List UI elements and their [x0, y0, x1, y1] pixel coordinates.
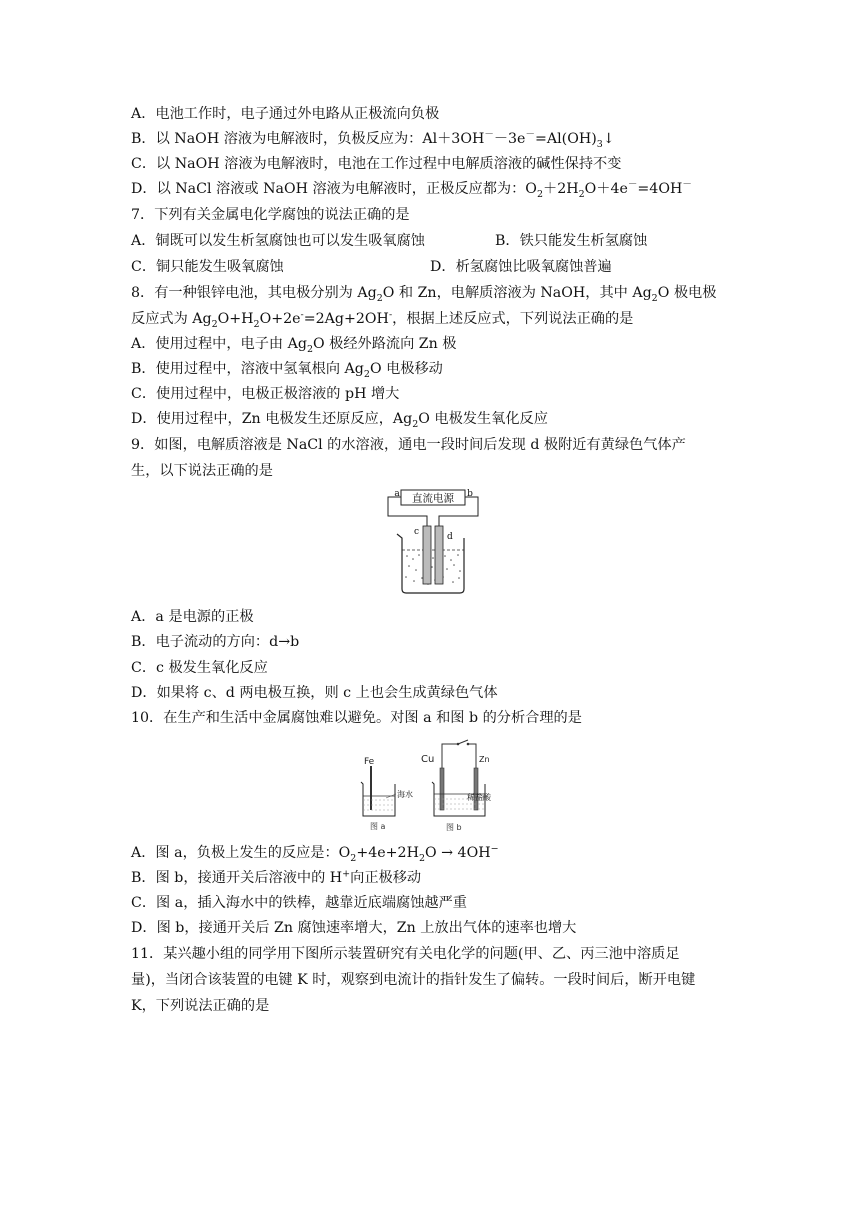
switch [458, 740, 468, 744]
q10-stem: 10．在生产和生活中金属腐蚀难以避免。对图 a 和图 b 的分析合理的是 [131, 710, 582, 726]
electrode-d-label: d [447, 532, 453, 542]
q6-option-a: A．电池工作时，电子通过外电路从正极流向负极 [131, 106, 440, 122]
q10-option-b: B．图 b，接通开关后溶液中的 H+向正极移动 [131, 868, 422, 886]
q8-stem-line2: 反应式为 $Ag_2O+H_2O+2e^-=2Ag+2OH^-$，根据上述反应式，下列说法正确的是 [131, 309, 634, 330]
wire-cu [442, 744, 458, 768]
wire-zn [468, 744, 476, 768]
q11-stem-line1: 11．某兴趣小组的同学用下图所示装置研究有关电化学的问题(甲、乙、丙三池中溶质足 [131, 946, 680, 962]
q9-option-b: B．电子流动的方向：d→b [131, 634, 300, 650]
q10-option-c: C．图 a，插入海水中的铁棒，越靠近底端腐蚀越严重 [131, 895, 467, 911]
q6-option-b: B．以 NaOH 溶液为电解液时，负极反应为：$Al+3OH^--3e^-=Al(OH)_3↓$ [131, 129, 615, 150]
q8-stem-line1: 8．有一种银锌电池，其电极分别为 $Ag_2O$ 和 Zn，电解质溶液为 NaOH，其中 $Ag_2O$ 极电极 [131, 285, 717, 304]
zinc-rod [474, 768, 478, 810]
q9-option-c: C．c 极发生氧化反应 [131, 660, 268, 676]
electrode-c-label: c [414, 527, 420, 537]
power-supply-label: 直流电源 [412, 492, 454, 505]
q10-option-d: D．图 b，接通开关后 Zn 腐蚀速率增大，Zn 上放出气体的速率也增大 [131, 920, 577, 936]
q7-option-a: A．铜既可以发生析氢腐蚀也可以发生吸氧腐蚀 [131, 233, 425, 249]
q8-option-c: C．使用过程中，电极正极溶液的 pH 增大 [131, 386, 400, 402]
hcl-label: 稀盐酸 [467, 793, 491, 802]
q11-stem-line3: K，下列说法正确的是 [131, 998, 270, 1014]
q9-stem-line1: 9．如图，电解质溶液是 NaCl 的水溶液，通电一段时间后发现 d 极附近有黄绿色气体产 [131, 437, 686, 453]
terminal-b-label: b [467, 489, 473, 499]
q10-option-a: A．图 a，负极上发生的反应是：$O_2+4e+2H_2O \to 4OH^-$ [131, 843, 499, 864]
q7-stem: 7．下列有关金属电化学腐蚀的说法正确的是 [131, 207, 410, 223]
q6-option-d: D．以 NaCl 溶液或 NaOH 溶液为电解液时，正极反应都为：$O_2+2H_2O+4e^-=4OH^-$ [131, 179, 692, 200]
q7-option-c: C．铜只能发生吸氧腐蚀 [131, 259, 284, 275]
copper-rod [440, 768, 444, 810]
q11-stem-line2: 量)，当闭合该装置的电键 K 时，观察到电流计的指针发生了偏转。一段时间后，断开电键 [131, 972, 696, 988]
q7-option-d: D．析氢腐蚀比吸氧腐蚀普遍 [430, 259, 612, 275]
figure-b-caption: 图 b [446, 823, 462, 832]
terminal-a-label: a [394, 489, 400, 499]
electrode-c [423, 526, 431, 584]
solution-area [402, 550, 464, 588]
q8-option-b: B．使用过程中，溶液中氢氧根向 $Ag_2O$ 电极移动 [131, 361, 443, 380]
zn-label: Zn [479, 755, 490, 764]
corrosion-figures [358, 738, 508, 836]
q8-option-a: A．使用过程中，电子由 $Ag_2O$ 极经外路流向 Zn 极 [131, 336, 457, 355]
q9-option-a: A．a 是电源的正极 [131, 609, 254, 625]
figure-a-caption: 图 a [370, 822, 386, 831]
seawater-label: 海水 [397, 790, 413, 799]
q9-stem-line2: 生，以下说法正确的是 [131, 463, 273, 479]
q8-option-d: D．使用过程中，Zn 电极发生还原反应，$Ag_2O$ 电极发生氧化反应 [131, 411, 548, 430]
electrolysis-cell-figure [383, 486, 483, 604]
q6-option-c: C．以 NaOH 溶液为电解液时，电池在工作过程中电解质溶液的碱性保持不变 [131, 156, 622, 172]
fe-label: Fe [364, 757, 375, 767]
q7-option-b: B．铁只能发生析氢腐蚀 [495, 233, 648, 249]
q9-option-d: D．如果将 c、d 两电极互换，则 c 上也会生成黄绿色气体 [131, 685, 498, 701]
beaker-a [361, 782, 395, 816]
electrode-d [435, 526, 443, 584]
cu-label: Cu [421, 754, 435, 765]
